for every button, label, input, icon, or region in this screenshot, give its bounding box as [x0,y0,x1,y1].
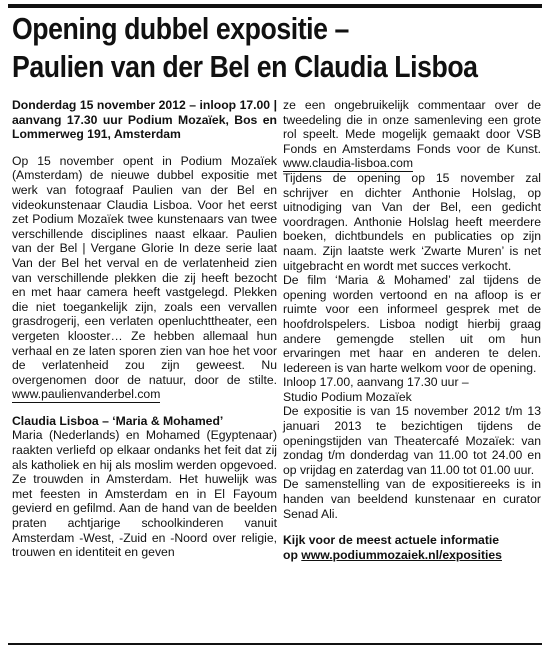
right-column [283,98,541,562]
footer-line-1: Kijk voor de meest actuele informatie [283,533,500,548]
schedule-line-2: Studio Podium Mozaïek [283,389,412,404]
left-paragraph-2: Maria (Nederlands) en Mohamed (Egyptenaar) raakten verliefd op elkaar ondanks het feit dat zij als katholiek en hij als moslim werden opgevoed. Ze trouwden in Amsterdam. Het huwelijk was met feesten in Amsterdam en in El Fayoum gevierd en gefilmd. Aan de hand van de beelden praten achtjarige schoolkinderen vanuit Amsterdam -West, -Zuid en -Noord over religie, trouwen en identiteit en geven [12,428,277,560]
top-rule [8,4,542,8]
claudia-subhead: Claudia Lisboa – ‘Maria & Mohamed’ [12,413,224,428]
right-paragraph-3: De film ‘Maria & Mohamed’ zal tijdens de opening worden vertoond en na afloop is er ruimte voor een informeel gesprek met de hoofdrolspelers. Lisboa nodigt hierbij graag andere gemengde stellen uit om hun ervaringen met haar en anderen te delen. Iedereen is van harte welkom voor de opening. [283,273,541,375]
right-paragraph-2: Tijdens de opening op 15 november zal schrijver en dichter Anthonie Holslag, op uitnodiging van Van der Bel, een gedicht voordragen. Anthonie Holslag heeft meerdere boeken, dichtbundels en publicaties op zijn naam. Zijn laatste werk ‘Zwarte Muren’ is net uitgebracht en wordt met succes verkocht. [283,170,541,273]
left-paragraph-1-text: Op 15 november opent in Podium Mozaïek (Amsterdam) de nieuwe dubbel expositie met werk van fotograaf Paulien van der Bel en videokunstenaar Claudia Lisboa. Voor het eerst zet Podium Mozaïek twee kunstenaars van twee verschillende disciplines naast elkaar. Paulien van der Bel | Vergane Glorie In deze serie laat Van der Bel het verval en de verlatenheid zien van verschillende plekken die zij heeft bezocht en met haar camera heeft vastgelegd. Plekken die niet toegankelijk zijn, zoals een vervallen grasdrogerij, een verlaten openluchttheater, een vergeten klooster… Ze hebben allemaal hun verhaal en ze laten sporen zien van hoe het voor de verlatenheid zou zijn geweest. Nu overgenomen door de natuur, door de stilte. [12,153,277,387]
right-paragraph-5: De samenstelling van de expositiereeks is in handen van beeldend kunstenaar en curator Senad Ali. [283,477,541,521]
bottom-rule [8,643,542,645]
footer-prefix: op [283,547,302,562]
left-paragraph-1 [12,154,277,402]
headline-line-2: Paulien van der Bel en Claudia Lisboa [12,49,478,84]
headline-line-1: Opening dubbel expositie – [12,11,349,46]
right-paragraph-1-text: ze een ongebruikelijk commentaar over de tweedeling die in onze samenleving een grote rol speelt. Mede mogelijk gemaakt door VSB Fonds en Amsterdams Fonds voor de Kunst. [283,98,541,156]
schedule-line-1: Inloop 17.00, aanvang 17.30 uur – [283,375,469,390]
intro-details: Donderdag 15 november 2012 – inloop 17.00 | aanvang 17.30 uur Podium Mozaïek, Bos en Lommerweg 191, Amsterdam [12,98,277,142]
headline [12,10,478,86]
paulien-website-link[interactable]: www.paulienvanderbel.com [12,387,161,402]
expositions-link[interactable]: www.podiummozaiek.nl/exposities [301,547,502,562]
footer-info [283,533,541,562]
left-column [12,98,277,560]
right-paragraph-1 [283,98,541,171]
claudia-website-link[interactable]: www.claudia-lisboa.com [283,156,414,171]
right-paragraph-4: De expositie is van 15 november 2012 t/m 13 januari 2013 te bezichtigen tijdens de openingstijden van Theatercafé Mozaïek: van zondag t/m donderdag van 11.00 tot 24.00 en op vrijdag en zaterdag van 11.00 tot 01.00 uur. [283,404,541,477]
